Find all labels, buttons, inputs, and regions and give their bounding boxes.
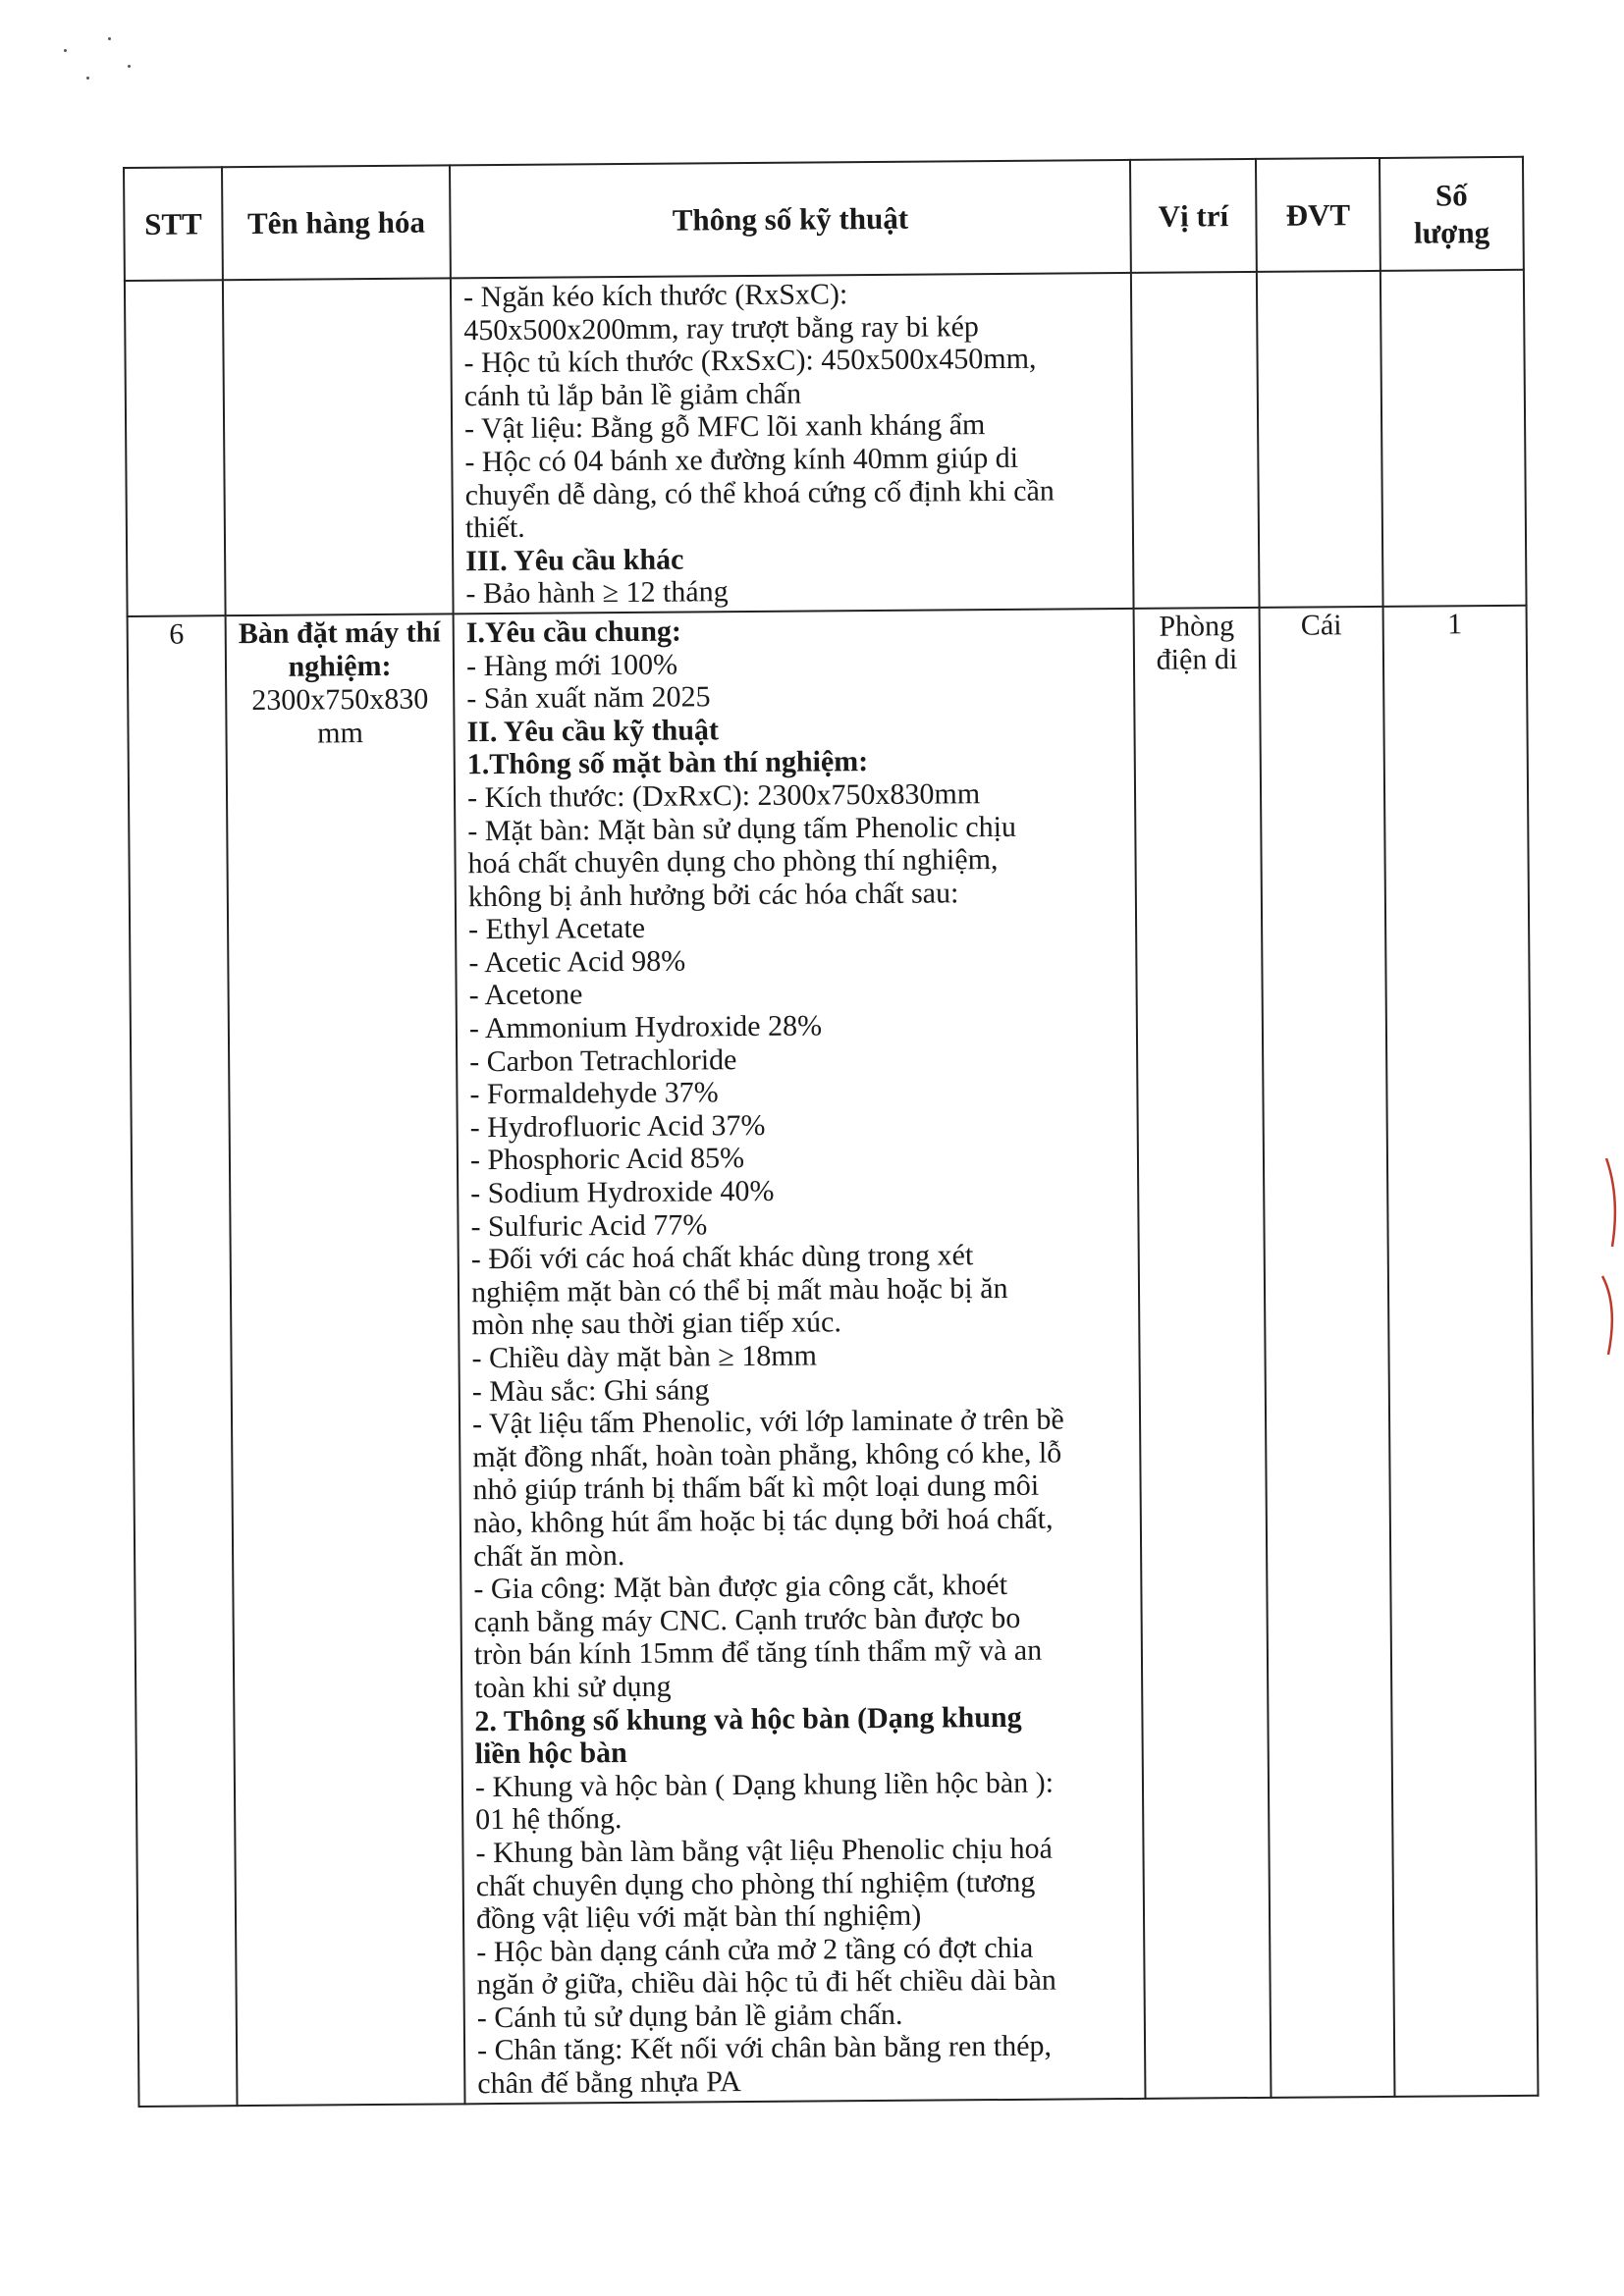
spec-line: 2. Thông số khung và hộc bàn (Dạng khung xyxy=(474,1700,1022,1737)
spec-line: chất chuyên dụng cho phòng thí nghiệm (tương xyxy=(475,1865,1036,1902)
spec-line: - Chiều dày mặt bàn ≥ 18mm xyxy=(471,1339,818,1375)
spec-line: tròn bán kính 15mm để tăng tính thẩm mỹ và an xyxy=(473,1634,1043,1672)
row6-specs xyxy=(454,609,1146,2104)
spec-line: 1.Thông số mặt bàn thí nghiệm: xyxy=(466,745,869,781)
red-pen-mark xyxy=(1597,1158,1624,1374)
continued-unit xyxy=(1257,271,1383,608)
spec-line: cạnh bằng máy CNC. Cạnh trước bàn được bo xyxy=(473,1601,1021,1638)
row6-name xyxy=(226,614,465,2105)
spec-line: III. Yêu cầu khác xyxy=(465,543,684,578)
continued-specs xyxy=(451,273,1134,614)
spec-line: cánh tủ lắp bản lề giảm chấn xyxy=(463,377,802,413)
row6-stt: 6 xyxy=(128,615,238,2106)
scan-speck xyxy=(86,77,89,80)
spec-line: - Hydrofluoric Acid 37% xyxy=(469,1108,766,1145)
spec-line: - Acetone xyxy=(468,978,583,1012)
spec-line: - Bảo hành ≥ 12 tháng xyxy=(465,575,729,611)
spec-line: chất ăn mòn. xyxy=(472,1538,625,1573)
row6-unit: Cái xyxy=(1260,607,1395,2098)
spec-line: chân đế bằng nhựa PA xyxy=(477,2065,741,2101)
header-quantity xyxy=(1380,157,1524,271)
spec-line: - Ammonium Hydroxide 28% xyxy=(468,1009,823,1045)
spec-line: - Mặt bàn: Mặt bàn sử dụng tấm Phenolic chịu xyxy=(467,810,1017,847)
spec-line: 01 hệ thống. xyxy=(475,1802,623,1837)
spec-line: mặt đồng nhất, hoàn toàn phẳng, không có khe, lỗ xyxy=(472,1436,1062,1474)
spec-line: - Phosphoric Acid 85% xyxy=(469,1142,745,1177)
spec-line: thiết. xyxy=(464,510,525,545)
scan-specks xyxy=(39,29,157,88)
header-quantity-label: Số lượng xyxy=(1413,177,1490,250)
header-location: Vị trí xyxy=(1130,159,1257,273)
header-stt: STT xyxy=(124,167,223,281)
spec-line: nghiệm mặt bàn có thể bị mất màu hoặc bị ăn xyxy=(470,1271,1008,1309)
continued-location xyxy=(1131,272,1260,609)
row6-name-size: 2300x750x830 mm xyxy=(251,682,429,750)
header-specs: Thông số kỹ thuật xyxy=(450,160,1131,278)
header-name: Tên hàng hóa xyxy=(222,165,451,280)
spec-line: nhỏ giúp tránh bị thấm bất kì một loại dung môi xyxy=(472,1469,1040,1507)
spec-line: - Vật liệu tấm Phenolic, với lớp laminate ở trên bề xyxy=(471,1403,1064,1441)
scan-speck xyxy=(128,65,131,68)
spec-line: - Hộc tủ kích thước (RxSxC): 450x500x450mm, xyxy=(463,342,1037,380)
header-row xyxy=(124,157,1524,281)
spec-line: - Gia công: Mặt bàn được gia công cắt, khoét xyxy=(473,1569,1008,1606)
spec-line: toàn khi sử dụng xyxy=(474,1670,672,1705)
spec-line: - Khung và hộc bàn ( Dạng khung liền hộc bàn ): xyxy=(474,1766,1055,1803)
spec-line: - Carbon Tetrachloride xyxy=(469,1042,737,1078)
spec-line: - Chân tăng: Kết nối với chân bàn bằng ren thép, xyxy=(476,2030,1053,2067)
spec-line: - Sulfuric Acid 77% xyxy=(470,1207,708,1243)
spec-line: II. Yêu cầu kỹ thuật xyxy=(466,713,720,748)
spec-line: - Hàng mới 100% xyxy=(465,648,678,682)
spec-line: - Hộc bàn dạng cánh cửa mở 2 tầng có đợt chia xyxy=(476,1931,1034,1968)
spec-line: chuyển dễ dàng, có thể khoá cứng cố định khi cần xyxy=(464,474,1055,511)
spec-line: - Khung bàn làm bằng vật liệu Phenolic chịu hoá xyxy=(475,1832,1053,1870)
spec-line: - Hộc có 04 bánh xe đường kính 40mm giúp di xyxy=(464,441,1019,479)
spec-line: liền hộc bàn xyxy=(474,1736,627,1771)
scan-speck xyxy=(108,37,111,40)
spec-line: - Ethyl Acetate xyxy=(467,912,646,946)
spec-line: - Kích thước: (DxRxC): 2300x750x830mm xyxy=(466,777,981,815)
header-unit: ĐVT xyxy=(1256,158,1380,272)
continued-quantity xyxy=(1380,270,1527,607)
spec-line: - Vật liệu: Bằng gỗ MFC lõi xanh kháng ẩm xyxy=(463,408,986,446)
spec-line: 450x500x200mm, ray trượt bằng ray bi kép xyxy=(463,309,979,347)
spec-line: mòn nhẹ sau thời gian tiếp xúc. xyxy=(471,1306,842,1342)
continued-name xyxy=(223,278,454,615)
spec-line: - Sodium Hydroxide 40% xyxy=(470,1174,775,1210)
row6-quantity: 1 xyxy=(1383,606,1539,2097)
spec-line: hoá chất chuyên dụng cho phòng thí nghiệm, xyxy=(467,843,999,881)
spec-line: - Acetic Acid 98% xyxy=(468,944,686,980)
spec-line: - Sản xuất năm 2025 xyxy=(466,680,711,716)
row6-location: Phòng điện di xyxy=(1134,608,1272,2099)
spec-line: nào, không hút ẩm hoặc bị tác dụng bởi hoá chất, xyxy=(472,1502,1054,1540)
spec-line: - Đối với các hoá chất khác dùng trong xét xyxy=(470,1239,974,1276)
spec-line: ngăn ở giữa, chiều dài hộc tủ đi hết chiều dài bàn xyxy=(476,1963,1056,2002)
table-row-6 xyxy=(128,606,1539,2107)
spec-line: - Ngăn kéo kích thước (RxSxC): xyxy=(462,278,848,314)
spec-line: I.Yêu cầu chung: xyxy=(465,614,682,650)
table-row-continued xyxy=(125,270,1527,616)
spec-line: - Formaldehyde 37% xyxy=(469,1076,719,1111)
spec-table xyxy=(123,156,1539,2108)
spec-line: - Màu sắc: Ghi sáng xyxy=(471,1372,710,1408)
spec-line: đồng vật liệu với mặt bàn thí nghiệm) xyxy=(475,1898,922,1936)
continued-stt xyxy=(125,280,226,616)
spec-line: - Cánh tủ sử dụng bản lề giảm chấn. xyxy=(476,1998,903,2035)
scan-speck xyxy=(64,49,67,52)
row6-name-title: Bàn đặt máy thí nghiệm: xyxy=(238,615,441,683)
spec-line: không bị ảnh hưởng bởi các hóa chất sau: xyxy=(467,877,959,913)
